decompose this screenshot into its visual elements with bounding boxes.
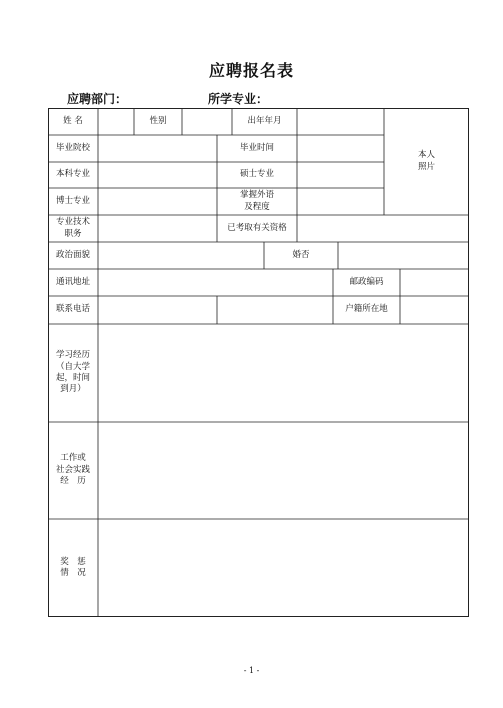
- work-history-label: 工作或 社会实践 经 历: [55, 453, 90, 487]
- foreign-language-label: 掌握外语 及程度: [239, 190, 274, 212]
- address-label: 通讯地址: [55, 276, 90, 287]
- page-number: - 1 -: [243, 666, 260, 675]
- phd-label: 博士专业: [55, 195, 90, 206]
- tech-title-label: 专业技术 职务: [55, 217, 90, 239]
- photo-placeholder: 本人 照片: [417, 150, 435, 172]
- gender-label: 性别: [149, 115, 167, 126]
- grad-time-label: 毕业时间: [239, 142, 274, 153]
- school-label: 毕业院校: [55, 142, 90, 153]
- application-form-table: [48, 108, 469, 617]
- postcode-label: 邮政编码: [349, 276, 384, 287]
- name-label: 姓 名: [63, 115, 83, 126]
- birth-label: 出年年月: [247, 115, 282, 126]
- major-label: 所学专业：: [208, 92, 269, 106]
- qualification-label: 已考取有关资格: [227, 222, 287, 233]
- hukou-label: 户籍所在地: [345, 304, 388, 315]
- department-label: 应聘部门：: [67, 92, 128, 106]
- bachelor-label: 本科专业: [55, 169, 90, 180]
- study-history-label: 学习经历 （自大学 起，时间 到月）: [55, 350, 90, 395]
- master-label: 硕士专业: [239, 169, 274, 180]
- phone-label: 联系电话: [55, 304, 90, 315]
- marital-label: 婚否: [292, 249, 310, 260]
- political-status-label: 政治面貌: [55, 249, 90, 260]
- form-title: 应聘报名表: [208, 61, 294, 80]
- awards-label: 奖 惩 情 况: [60, 556, 86, 578]
